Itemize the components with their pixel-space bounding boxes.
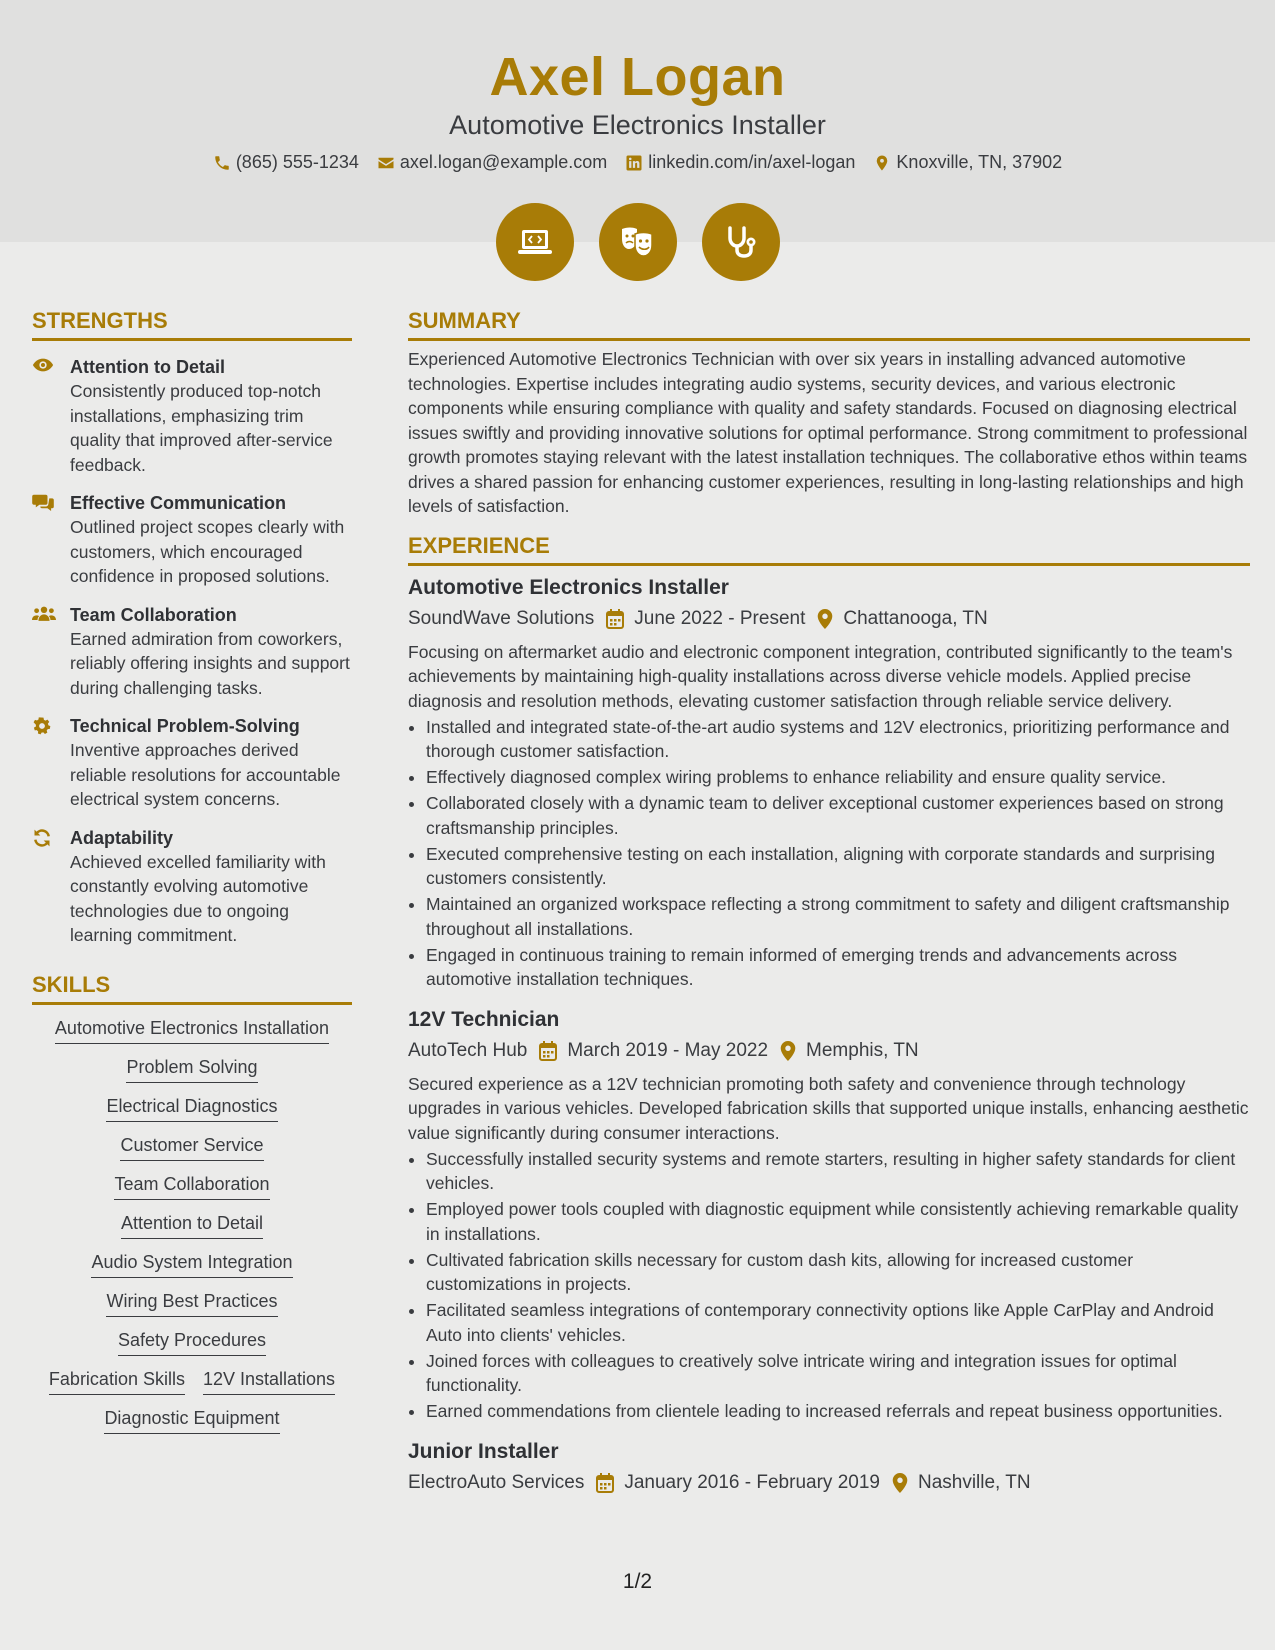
job-bullet: • Employed power tools coupled with diagnostic equipment while consistently achieving remarkable quality in installations. [426, 1197, 1250, 1246]
job-dates: March 2019 - May 2022 [567, 1039, 769, 1061]
location-text: Knoxville, TN, 37902 [896, 152, 1063, 172]
contact-linkedin[interactable] [625, 152, 855, 173]
skill-tag: Automotive Electronics Installation [55, 1016, 329, 1044]
map-pin-icon [780, 1041, 796, 1061]
phone-text: (865) 555-1234 [235, 152, 359, 172]
job-bullet: • Effectively diagnosed complex wiring problems to enhance reliability and ensure quality service. [426, 765, 1250, 790]
sync-icon [32, 828, 52, 848]
strength-text: Outlined project scopes clearly with customers, which encouraged confidence in proposed solutions. [70, 517, 345, 586]
job-title: Automotive Electronics Installer [449, 110, 826, 140]
skill-tag: Electrical Diagnostics [106, 1094, 277, 1122]
contact-phone[interactable] [213, 152, 359, 173]
gear-icon [32, 716, 52, 736]
strength-item [32, 491, 352, 589]
skill-tag: Diagnostic Equipment [104, 1406, 279, 1434]
job-location: Chattanooga, TN [843, 607, 988, 629]
laptop-code-icon [496, 203, 574, 281]
summary-heading: SUMMARY [408, 308, 1250, 341]
strength-title: Attention to Detail [70, 357, 225, 377]
company-name: AutoTech Hub [408, 1039, 528, 1061]
job-bullet: • Installed and integrated state-of-the-art audio systems and 12V electronics, prioritizing performance and thorough customer satisfaction. [426, 715, 1250, 764]
skill-tag: Team Collaboration [114, 1172, 269, 1200]
calendar-icon [596, 1473, 614, 1493]
skills-heading: SKILLS [32, 972, 352, 1005]
contact-bar [0, 152, 1275, 173]
strength-item [32, 603, 352, 701]
theater-masks-icon [599, 203, 677, 281]
contact-location [873, 152, 1062, 173]
email-text: axel.logan@example.com [399, 152, 608, 172]
job-entry-title: 12V Technician [408, 1007, 560, 1031]
job-description: Focusing on aftermarket audio and electronic component integration, contributed significantly to the team's achievements by maintaining high-quality installations across diverse vehicle models. Applied precise diagnosis and resolution methods, elevating customer satisfaction through reliable service delivery. [408, 641, 1233, 711]
strength-text: Consistently produced top-notch installations, emphasizing trim quality that improved after-service feedback. [70, 381, 333, 475]
job-entry [408, 1006, 1250, 1424]
contact-email[interactable] [377, 152, 607, 173]
skill-tag: Problem Solving [126, 1055, 257, 1083]
skill-tag: Safety Procedures [118, 1328, 266, 1356]
right-column [408, 308, 1250, 1496]
strength-title: Adaptability [70, 827, 174, 848]
job-bullets [408, 715, 1250, 992]
map-pin-icon [873, 154, 891, 172]
users-icon [32, 605, 56, 622]
map-pin-icon [892, 1473, 908, 1493]
eye-icon [32, 357, 54, 373]
page-number: 1/2 [622, 1570, 653, 1593]
strengths-list [32, 355, 352, 948]
skill-tag: Fabrication Skills [49, 1367, 185, 1395]
job-bullet: • Executed comprehensive testing on each installation, aligning with corporate standards and surprising customers consistently. [426, 842, 1250, 891]
strength-title: Team Collaboration [70, 604, 237, 625]
strength-title: Effective Communication [70, 493, 287, 513]
summary-text: Experienced Automotive Electronics Technician with over six years in installing advanced automotive technologies. Expertise includes integrating audio systems, security devices, and various electronic components while ensuring compliance with quality and safety standards. Focused on diagnosing electrical issues swiftly and providing innovative solutions for optimal performance. Strong commitment to professional growth promotes staying relevant with the latest installation techniques. The collaborative ethos within teams drives a shared passion for enhancing customer experiences, resulting in long-lasting relationships and high levels of satisfaction. [408, 349, 1248, 516]
strengths-heading: STRENGTHS [32, 308, 352, 341]
job-bullet: • Joined forces with colleagues to creatively solve intricate wiring and integration issues for optimal functionality. [426, 1349, 1250, 1398]
skill-tag: 12V Installations [203, 1367, 335, 1395]
strength-title: Technical Problem-Solving [70, 716, 300, 736]
strength-item [32, 826, 352, 948]
skill-tag: Attention to Detail [121, 1211, 263, 1239]
job-entry-title: Automotive Electronics Installer [408, 575, 729, 599]
job-bullet: • Facilitated seamless integrations of contemporary connectivity options like Apple CarPlay and Android Auto into clients' vehicles. [426, 1298, 1250, 1347]
strength-text: Earned admiration from coworkers, reliably offering insights and support during challenging tasks. [70, 628, 350, 698]
job-meta [408, 606, 1250, 632]
phone-icon [213, 154, 231, 172]
candidate-name: Axel Logan [489, 47, 786, 107]
job-bullets [408, 1147, 1250, 1424]
comments-icon [32, 493, 54, 511]
skill-tag: Customer Service [120, 1133, 263, 1161]
map-pin-icon [817, 609, 833, 629]
job-description: Secured experience as a 12V technician promoting both safety and convenience through technology upgrades in various vehicles. Developed fabrication skills that supported unique installs, enhancing aesthetic value significantly during consumer interactions. [408, 1073, 1249, 1143]
job-dates: June 2022 - Present [634, 607, 806, 629]
job-entry [408, 574, 1250, 992]
job-entry-title: Junior Installer [408, 1439, 559, 1463]
job-bullet: • Successfully installed security systems and remote starters, resulting in higher safety standards for client vehicles. [426, 1147, 1250, 1196]
linkedin-text: linkedin.com/in/axel-logan [648, 152, 856, 172]
experience-heading: EXPERIENCE [408, 533, 1250, 566]
job-bullet: • Engaged in continuous training to remain informed of emerging trends and advancements across automotive installation techniques. [426, 943, 1250, 992]
job-entry [408, 1438, 1250, 1496]
job-bullet: • Maintained an organized workspace reflecting a strong commitment to safety and diligent craftsmanship throughout all installations. [426, 892, 1250, 941]
job-location: Nashville, TN [917, 1471, 1031, 1493]
skill-tag: Wiring Best Practices [106, 1289, 277, 1317]
interest-icons [0, 203, 1275, 281]
job-location: Memphis, TN [806, 1039, 919, 1061]
job-meta [408, 1470, 1250, 1496]
strength-item [32, 355, 352, 477]
linkedin-icon [625, 154, 643, 172]
job-bullet: • Earned commendations from clientele leading to increased referrals and repeat business opportunities. [426, 1399, 1250, 1424]
job-bullet: • Cultivated fabrication skills necessary for custom dash kits, allowing for increased customer customizations in projects. [426, 1248, 1250, 1297]
calendar-icon [606, 609, 624, 629]
company-name: SoundWave Solutions [408, 607, 595, 629]
envelope-icon [377, 154, 395, 172]
skill-tag: Audio System Integration [91, 1250, 292, 1278]
strength-text: Achieved excelled familiarity with constantly evolving automotive technologies due to ongoing learning commitment. [70, 851, 326, 945]
skills-list [32, 1016, 352, 1434]
job-meta [408, 1038, 1250, 1064]
company-name: ElectroAuto Services [408, 1471, 585, 1493]
left-column [32, 308, 352, 1434]
strength-text: Inventive approaches derived reliable resolutions for accountable electrical system concerns. [70, 740, 341, 809]
stethoscope-icon [702, 203, 780, 281]
calendar-icon [539, 1041, 557, 1061]
job-dates: January 2016 - February 2019 [624, 1471, 880, 1493]
job-bullet: • Collaborated closely with a dynamic team to deliver exceptional customer experiences based on strong craftsmanship principles. [426, 791, 1250, 840]
strength-item [32, 714, 352, 812]
